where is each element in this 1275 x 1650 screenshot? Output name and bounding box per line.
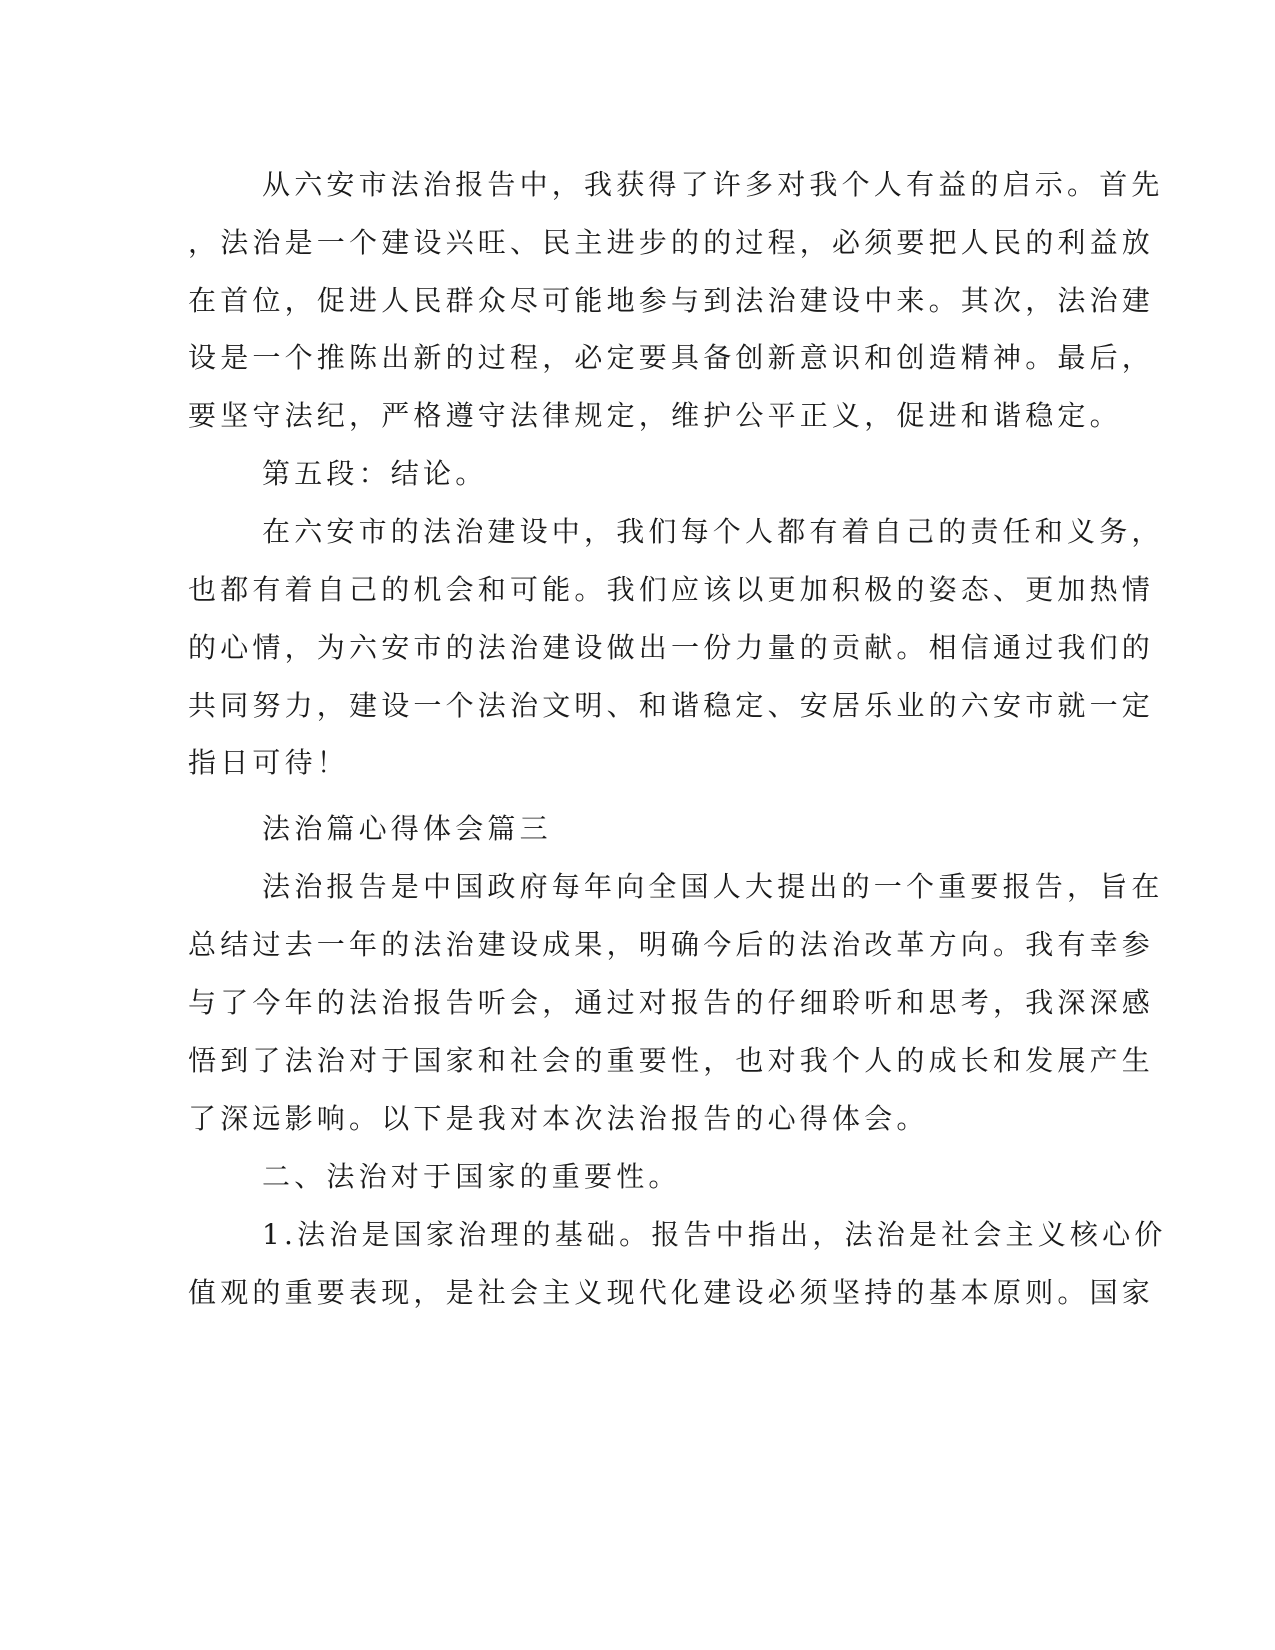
text-line: 从六安市法治报告中，我获得了许多对我个人有益的启示。首先: [262, 168, 1164, 201]
text-line: 的心情，为六安市的法治建设做出一份力量的贡献。相信通过我们的: [188, 631, 1155, 664]
text-line: 法治报告是中国政府每年向全国人大提出的一个重要报告，旨在: [262, 870, 1164, 903]
section-heading: 二、法治对于国家的重要性。: [262, 1160, 681, 1193]
text-line: 在六安市的法治建设中，我们每个人都有着自己的责任和义务，: [262, 515, 1164, 548]
text-line: ，法治是一个建设兴旺、民主进步的的过程，必须要把人民的利益放: [188, 226, 1155, 259]
text-line: 要坚守法纪，严格遵守法律规定，维护公平正义，促进和谐稳定。: [188, 399, 1122, 432]
section-heading: 法治篇心得体会篇三: [262, 812, 552, 845]
text-line: 与了今年的法治报告听会，通过对报告的仔细聆听和思考，我深深感: [188, 986, 1155, 1019]
text-line: 1.法治是国家治理的基础。报告中指出，法治是社会主义核心价: [262, 1218, 1167, 1251]
text-line: 悟到了法治对于国家和社会的重要性，也对我个人的成长和发展产生: [188, 1044, 1155, 1077]
text-line: 设是一个推陈出新的过程，必定要具备创新意识和创造精神。最后，: [188, 341, 1155, 374]
text-line: 值观的重要表现，是社会主义现代化建设必须坚持的基本原则。国家: [188, 1276, 1155, 1309]
text-line: 了深远影响。以下是我对本次法治报告的心得体会。: [188, 1102, 929, 1135]
text-line: 总结过去一年的法治建设成果，明确今后的法治改革方向。我有幸参: [188, 928, 1155, 961]
text-line: 也都有着自己的机会和可能。我们应该以更加积极的姿态、更加热情: [188, 573, 1155, 606]
text-line: 指日可待！: [188, 746, 350, 779]
text-line: 在首位，促进人民群众尽可能地参与到法治建设中来。其次，法治建: [188, 284, 1155, 317]
text-line: 共同努力，建设一个法治文明、和谐稳定、安居乐业的六安市就一定: [188, 689, 1155, 722]
section-heading: 第五段：结论。: [262, 457, 488, 490]
